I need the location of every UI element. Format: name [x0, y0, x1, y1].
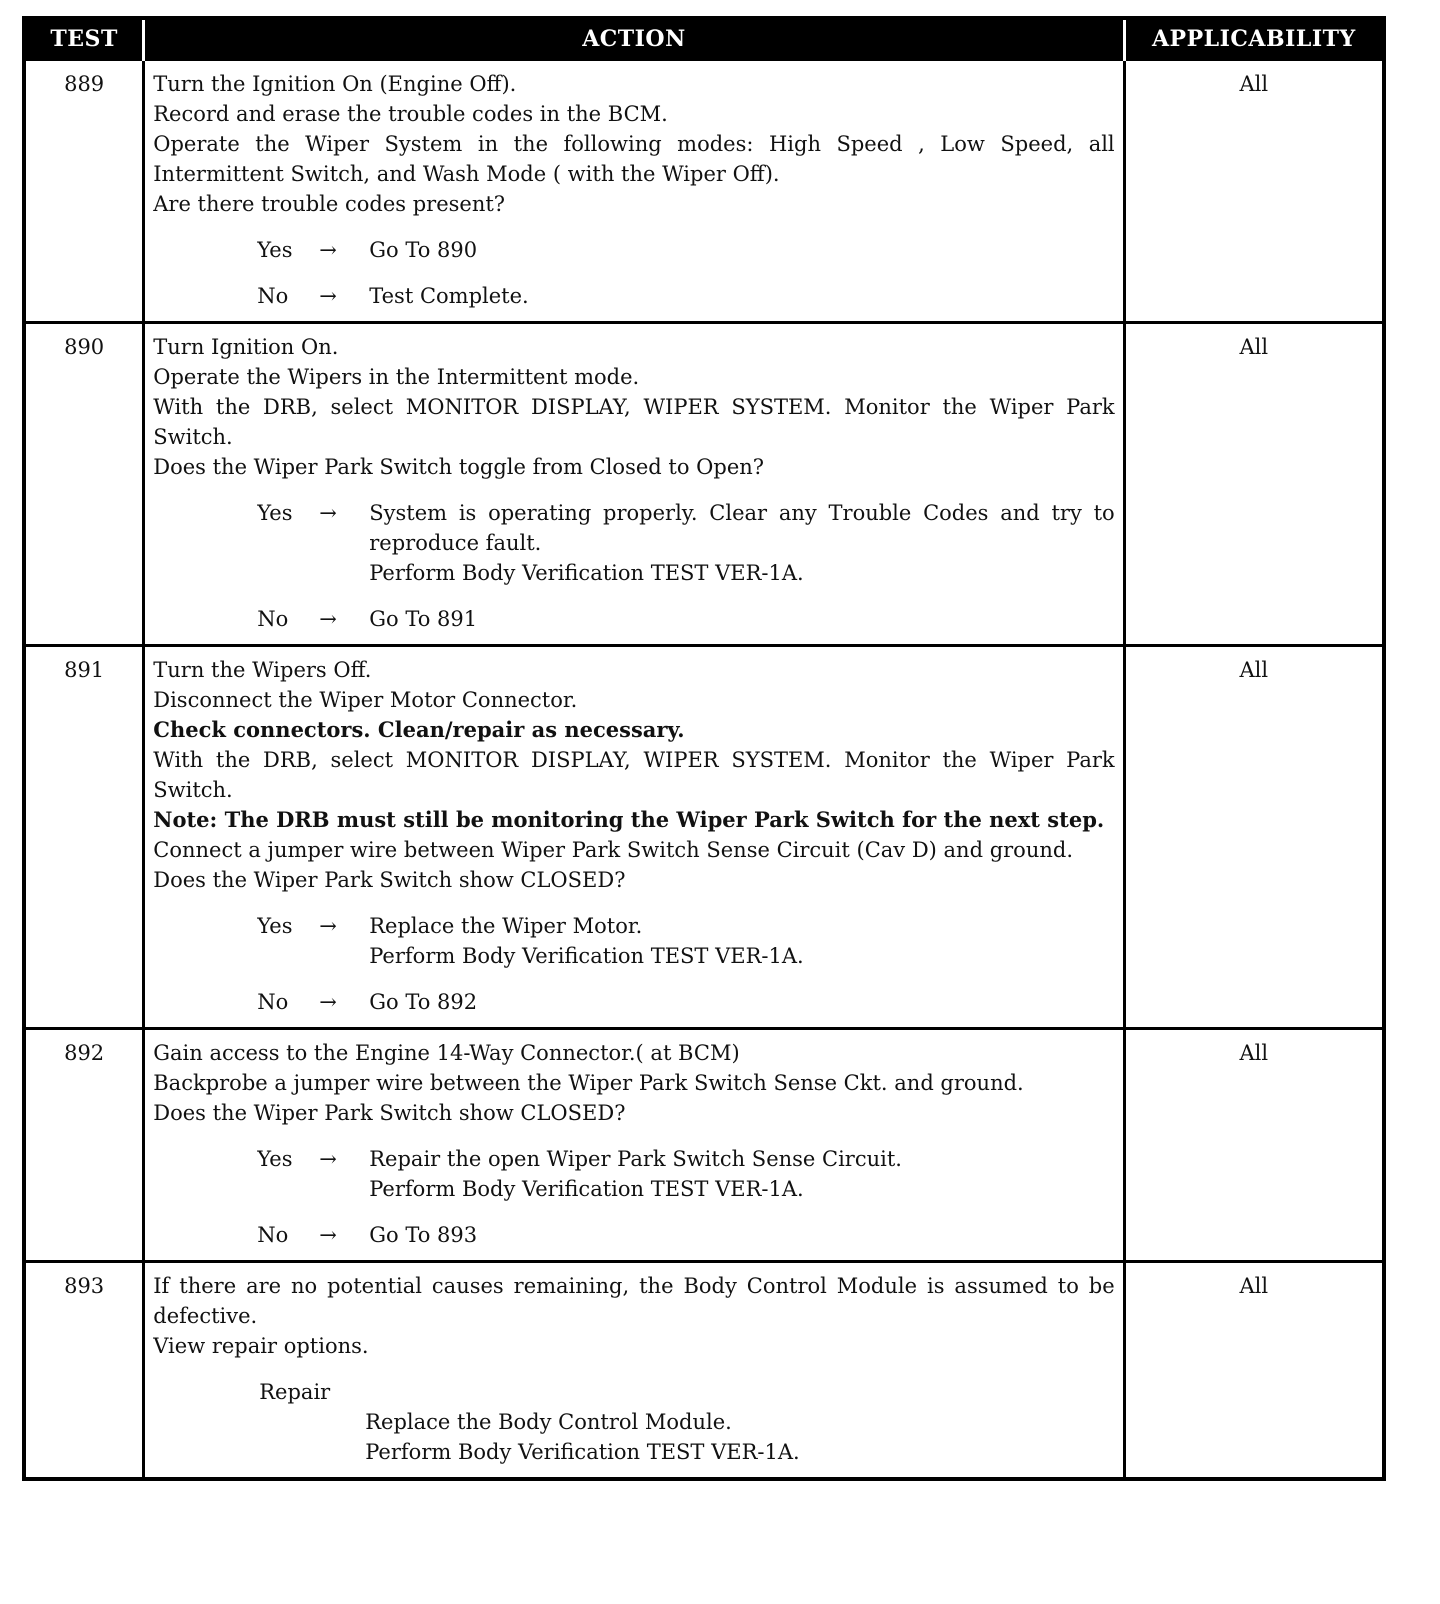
step-text: Record and erase the trouble codes in the BCM. — [153, 102, 668, 126]
bold-step-text: Check connectors. Clean/repair as necessary. — [153, 717, 685, 742]
outcome-result — [369, 498, 1114, 588]
outcome-label: No — [257, 990, 289, 1014]
outcome-list — [153, 1144, 1114, 1250]
applicability-value: All — [1124, 1262, 1384, 1480]
step-text: Backprobe a jumper wire between the Wiper Park Switch Sense Ckt. and ground. — [153, 1071, 1024, 1095]
applicability-value: All — [1124, 646, 1384, 1029]
outcome-line: Go To 890 — [369, 238, 478, 262]
header-action: ACTION — [144, 18, 1124, 60]
outcome-yes — [257, 235, 1114, 265]
outcome-line: System is operating properly. Clear any Trouble Codes and try to reproduce fault. — [369, 501, 1115, 555]
diagnostic-test-table — [22, 16, 1386, 1481]
step-text: Turn the Wipers Off. — [153, 658, 372, 682]
header-test: TEST — [24, 18, 144, 60]
outcome-line: Test Complete. — [369, 284, 529, 308]
outcome-result — [369, 281, 1114, 311]
outcome-no — [257, 604, 1114, 634]
table-row — [24, 60, 1384, 323]
step-text: Connect a jumper wire between Wiper Park Switch Sense Circuit (Cav D) and ground. — [153, 838, 1073, 862]
arrow-icon: → — [319, 990, 337, 1014]
arrow-icon: → — [319, 284, 337, 308]
step-text: Operate the Wipers in the Intermittent mode. — [153, 365, 640, 389]
table-row — [24, 1029, 1384, 1262]
outcome-no — [257, 987, 1114, 1017]
outcome-result — [369, 235, 1114, 265]
action-cell — [144, 60, 1124, 323]
outcome-no — [257, 1220, 1114, 1250]
outcome-no — [257, 281, 1114, 311]
arrow-icon: → — [319, 238, 337, 262]
step-text: View repair options. — [153, 1334, 369, 1358]
step-text: Turn Ignition On. — [153, 335, 339, 359]
test-number: 891 — [24, 646, 144, 1029]
outcome-line: Replace the Wiper Motor. — [369, 914, 643, 938]
outcome-label: Yes — [257, 1147, 293, 1171]
step-text: With the DRB, select MONITOR DISPLAY, WIPER SYSTEM. Monitor the Wiper Park Switch. — [153, 748, 1115, 802]
arrow-icon: → — [319, 1223, 337, 1247]
table-row — [24, 323, 1384, 646]
outcome-yes — [257, 498, 1114, 588]
outcome-yes — [257, 1144, 1114, 1204]
step-text: With the DRB, select MONITOR DISPLAY, WIPER SYSTEM. Monitor the Wiper Park Switch. — [153, 395, 1115, 449]
table-body — [24, 60, 1384, 1480]
outcome-line: Go To 892 — [369, 990, 478, 1014]
bold-step-text: Note: The DRB must still be monitoring the Wiper Park Switch for the next step. — [153, 807, 1105, 832]
outcome-result — [369, 604, 1114, 634]
test-number: 893 — [24, 1262, 144, 1480]
step-text: Does the Wiper Park Switch show CLOSED? — [153, 1101, 626, 1125]
step-text: Operate the Wiper System in the following modes: High Speed , Low Speed, all Intermittent Switch, and Wash Mode ( with the Wiper Off). — [153, 132, 1115, 186]
outcome-result — [369, 987, 1114, 1017]
table-header-row — [24, 18, 1384, 60]
step-text: Does the Wiper Park Switch show CLOSED? — [153, 868, 626, 892]
outcome-label: No — [257, 607, 289, 631]
outcome-label: Yes — [257, 238, 293, 262]
action-cell — [144, 323, 1124, 646]
action-cell — [144, 1262, 1124, 1480]
applicability-value: All — [1124, 60, 1384, 323]
step-text: Does the Wiper Park Switch toggle from Closed to Open? — [153, 455, 765, 479]
outcome-label: No — [257, 1223, 289, 1247]
action-cell — [144, 646, 1124, 1029]
outcome-label: Yes — [257, 501, 293, 525]
outcome-line: Perform Body Verification TEST VER-1A. — [369, 561, 804, 585]
step-text: Disconnect the Wiper Motor Connector. — [153, 688, 578, 712]
arrow-icon: → — [319, 607, 337, 631]
step-text: Gain access to the Engine 14-Way Connector.( at BCM) — [153, 1041, 740, 1065]
outcome-label: No — [257, 284, 289, 308]
arrow-icon: → — [319, 1147, 337, 1171]
outcome-result — [369, 911, 1114, 971]
repair-line: Replace the Body Control Module. — [365, 1410, 732, 1434]
arrow-icon: → — [319, 501, 337, 525]
repair-options — [259, 1377, 1114, 1467]
outcome-line: Repair the open Wiper Park Switch Sense Circuit. — [369, 1147, 902, 1171]
outcome-list — [153, 235, 1114, 311]
table-row — [24, 646, 1384, 1029]
outcome-line: Go To 893 — [369, 1223, 478, 1247]
step-text: Are there trouble codes present? — [153, 192, 506, 216]
step-text: If there are no potential causes remaining, the Body Control Module is assumed to be defective. — [153, 1274, 1115, 1328]
outcome-label: Yes — [257, 914, 293, 938]
outcome-list — [153, 911, 1114, 1017]
repair-label: Repair — [259, 1380, 331, 1404]
table-row — [24, 1262, 1384, 1480]
outcome-list — [153, 498, 1114, 634]
outcome-line: Perform Body Verification TEST VER-1A. — [369, 1177, 804, 1201]
outcome-line: Go To 891 — [369, 607, 478, 631]
applicability-value: All — [1124, 1029, 1384, 1262]
repair-line: Perform Body Verification TEST VER-1A. — [365, 1440, 800, 1464]
step-text: Turn the Ignition On (Engine Off). — [153, 72, 517, 96]
header-applicability: APPLICABILITY — [1124, 18, 1384, 60]
test-number: 889 — [24, 60, 144, 323]
test-number: 892 — [24, 1029, 144, 1262]
repair-items — [365, 1407, 1114, 1467]
outcome-result — [369, 1220, 1114, 1250]
action-cell — [144, 1029, 1124, 1262]
test-number: 890 — [24, 323, 144, 646]
applicability-value: All — [1124, 323, 1384, 646]
arrow-icon: → — [319, 914, 337, 938]
outcome-yes — [257, 911, 1114, 971]
outcome-result — [369, 1144, 1114, 1204]
outcome-line: Perform Body Verification TEST VER-1A. — [369, 944, 804, 968]
